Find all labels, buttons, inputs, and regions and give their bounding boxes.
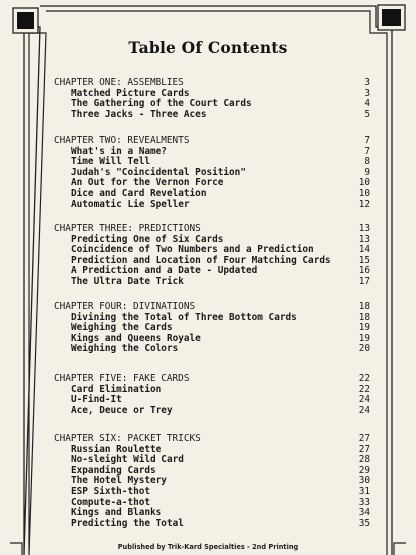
page-number: 9 [364,166,370,178]
entry-title: Time Will Tell [71,156,151,168]
entry-title: Dice and Card Revelation [71,187,207,199]
chapter-heading-row [54,224,370,235]
entry-title: Matched Picture Cards [71,87,190,99]
publisher-footer: Published by Trik-Kard Specialties - 2nd Printing [117,543,299,551]
corner-ornament-right [378,5,405,30]
page-title: Table Of Contents [128,38,288,57]
corner-ornament-left [13,8,38,33]
entry-title: Kings and Blanks [71,507,162,519]
chapter-section [54,302,370,355]
page-number: 24 [358,404,370,416]
page-number: 34 [358,507,370,519]
page-number: 7 [364,145,370,157]
chapter-heading-row [54,78,370,89]
entry-title: The Gathering of the Court Cards [71,98,252,110]
entry-title: A Prediction and a Date - Updated [71,265,258,277]
toc-entry [54,110,370,121]
chapter-heading-row [54,434,370,445]
page-number: 27 [358,433,370,444]
chapter-heading: CHAPTER SIX: PACKET TRICKS [54,433,201,444]
toc-entry [54,519,370,530]
entry-title: U-Find-It [71,394,122,406]
page-number: 31 [358,485,370,497]
entry-title: Divining the Total of Three Bottom Cards [71,311,297,323]
page-number: 35 [358,517,370,529]
page-number: 10 [358,187,370,199]
entry-title: Coincidence of Two Numbers and a Prediction [71,244,314,256]
entry-title: Ace, Deuce or Trey [71,404,173,416]
page-number: 28 [358,454,370,466]
entry-title: Prediction and Location of Four Matching Cards [71,254,331,266]
chapter-heading-row [54,302,370,313]
entry-title: Three Jacks - Three Aces [71,108,207,120]
chapter-section [54,136,370,210]
chapter-heading-row [54,136,370,147]
page-number: 18 [358,311,370,323]
toc-entry [54,406,370,417]
toc-entry [54,487,370,498]
entry-title: Compute-a-thot [71,496,151,508]
page-number: 10 [358,177,370,189]
entry-title: Automatic Lie Speller [71,198,190,210]
page-number: 14 [358,244,370,256]
chapter-heading-row [54,374,370,385]
chapter-heading: CHAPTER THREE: PREDICTIONS [54,223,201,234]
entry-title: ESP Sixth-thot [71,485,151,497]
chapter-section [54,78,370,120]
page-number: 22 [358,383,370,395]
entry-title: No-sleight Wild Card [71,454,184,466]
entry-title: The Hotel Mystery [71,475,167,487]
page-number: 5 [364,108,370,120]
page-number: 22 [358,373,370,384]
page-number: 30 [358,475,370,487]
chapter-section [54,224,370,288]
entry-title: Expanding Cards [71,464,156,476]
page-number: 13 [358,223,370,234]
entry-title: Russian Roulette [71,443,162,455]
page-number: 19 [358,332,370,344]
chapter-heading: CHAPTER FOUR: DIVINATIONS [54,301,196,312]
toc-entry [54,200,370,211]
entry-title: Predicting One of Six Cards [71,233,224,245]
entry-title: Card Elimination [71,383,162,395]
page-number: 24 [358,394,370,406]
toc-entry [54,189,370,200]
toc-entry [54,277,370,288]
chapter-heading: CHAPTER TWO: REVEALMENTS [54,135,190,146]
chapter-heading: CHAPTER ONE: ASSEMBLIES [54,77,184,88]
page-number: 20 [358,343,370,355]
entry-title: Kings and Queens Royale [71,332,201,344]
page-number: 27 [358,443,370,455]
chapter-section [54,434,370,529]
page-number: 16 [358,265,370,277]
entry-title: The Ultra Date Trick [71,275,184,287]
page-number: 3 [364,87,370,99]
page-number: 7 [364,135,370,146]
page-number: 18 [358,301,370,312]
entry-title: Weighing the Colors [71,343,179,355]
chapter-section [54,374,370,416]
page-number: 33 [358,496,370,508]
entry-title: Weighing the Cards [71,322,173,334]
page-number: 15 [358,254,370,266]
entry-title: Judah's "Coincidental Position" [71,166,246,178]
page-number: 19 [358,322,370,334]
page-number: 12 [358,198,370,210]
page-number: 8 [364,156,370,168]
entry-title: An Out for the Vernon Force [71,177,224,189]
page-number: 13 [358,233,370,245]
page-number: 4 [364,98,370,110]
page-number: 29 [358,464,370,476]
entry-title: Predicting the Total [71,517,184,529]
toc-entry [54,344,370,355]
page-number: 3 [364,77,370,88]
entry-title: What's in a Name? [71,145,167,157]
chapter-heading: CHAPTER FIVE: FAKE CARDS [54,373,190,384]
page-number: 17 [358,275,370,287]
